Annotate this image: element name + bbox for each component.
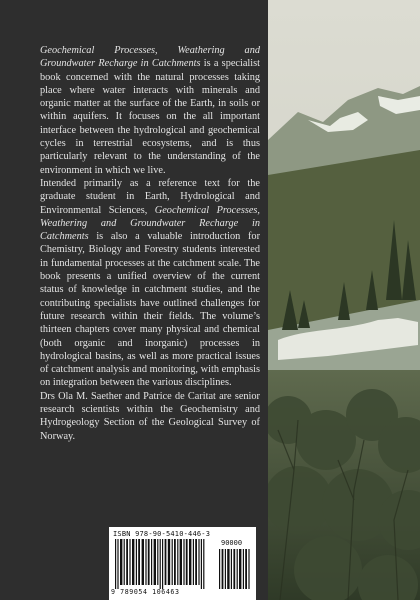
mountain-forest-image <box>268 0 420 600</box>
book-title-italic: Geochemical Processes, Weathering and Groundwater Recharge in Catchments <box>40 204 260 243</box>
description-paragraph-2: Intended primarily as a reference text for the graduate student in Earth, Hydrological and Environmental Sciences, Geochemical Processes, Weathering and Groundwater Recharge in Catchments is also a valuable introduction for Chemistry, Biology and Forestry students interested in fundamental processes at the catchment scale. The book presents a unified overview of the current status of knowledge in catchment studies, and the contributing specialists have outlined challenges for future research within their fields. The volume’s thirteen chapters cover many physical and chemical (both organic and inorganic) processes in hydrological basins, as well as more practical issues of catchment analysis and monitoring, with emphasis on integration between the various disciplines. <box>40 177 260 389</box>
description-paragraph-1: Geochemical Processes, Weathering and Groundwater Recharge in Catchments is a specialist book concerned with the natural processes taking place where water interacts with minerals and organic matter at the surface of the Earth, in soils or within aquifers. It focuses on the all important interface between the hydrological and geochemical cycles in terrestrial ecosystems, and is thus particularly relevant to the understanding of the environment in which we live. <box>40 45 261 176</box>
book-description <box>40 44 260 443</box>
barcode-addon: 90000 <box>221 539 243 547</box>
landscape-photo <box>268 0 420 600</box>
barcode-label <box>109 527 256 600</box>
author-paragraph: Drs Ola M. Saether and Patrice de Caritat are senior research scientists within the Geochemistry and Hydrogeology Section of the Geological Survey of Norway. <box>40 390 260 442</box>
book-title-italic: Geochemical Processes, Weathering and Groundwater Recharge in Catchments <box>40 45 260 70</box>
isbn-text: ISBN 978-90-5410-446-3 <box>113 530 211 538</box>
barcode-digits: 9 789054 106463 <box>111 588 180 596</box>
